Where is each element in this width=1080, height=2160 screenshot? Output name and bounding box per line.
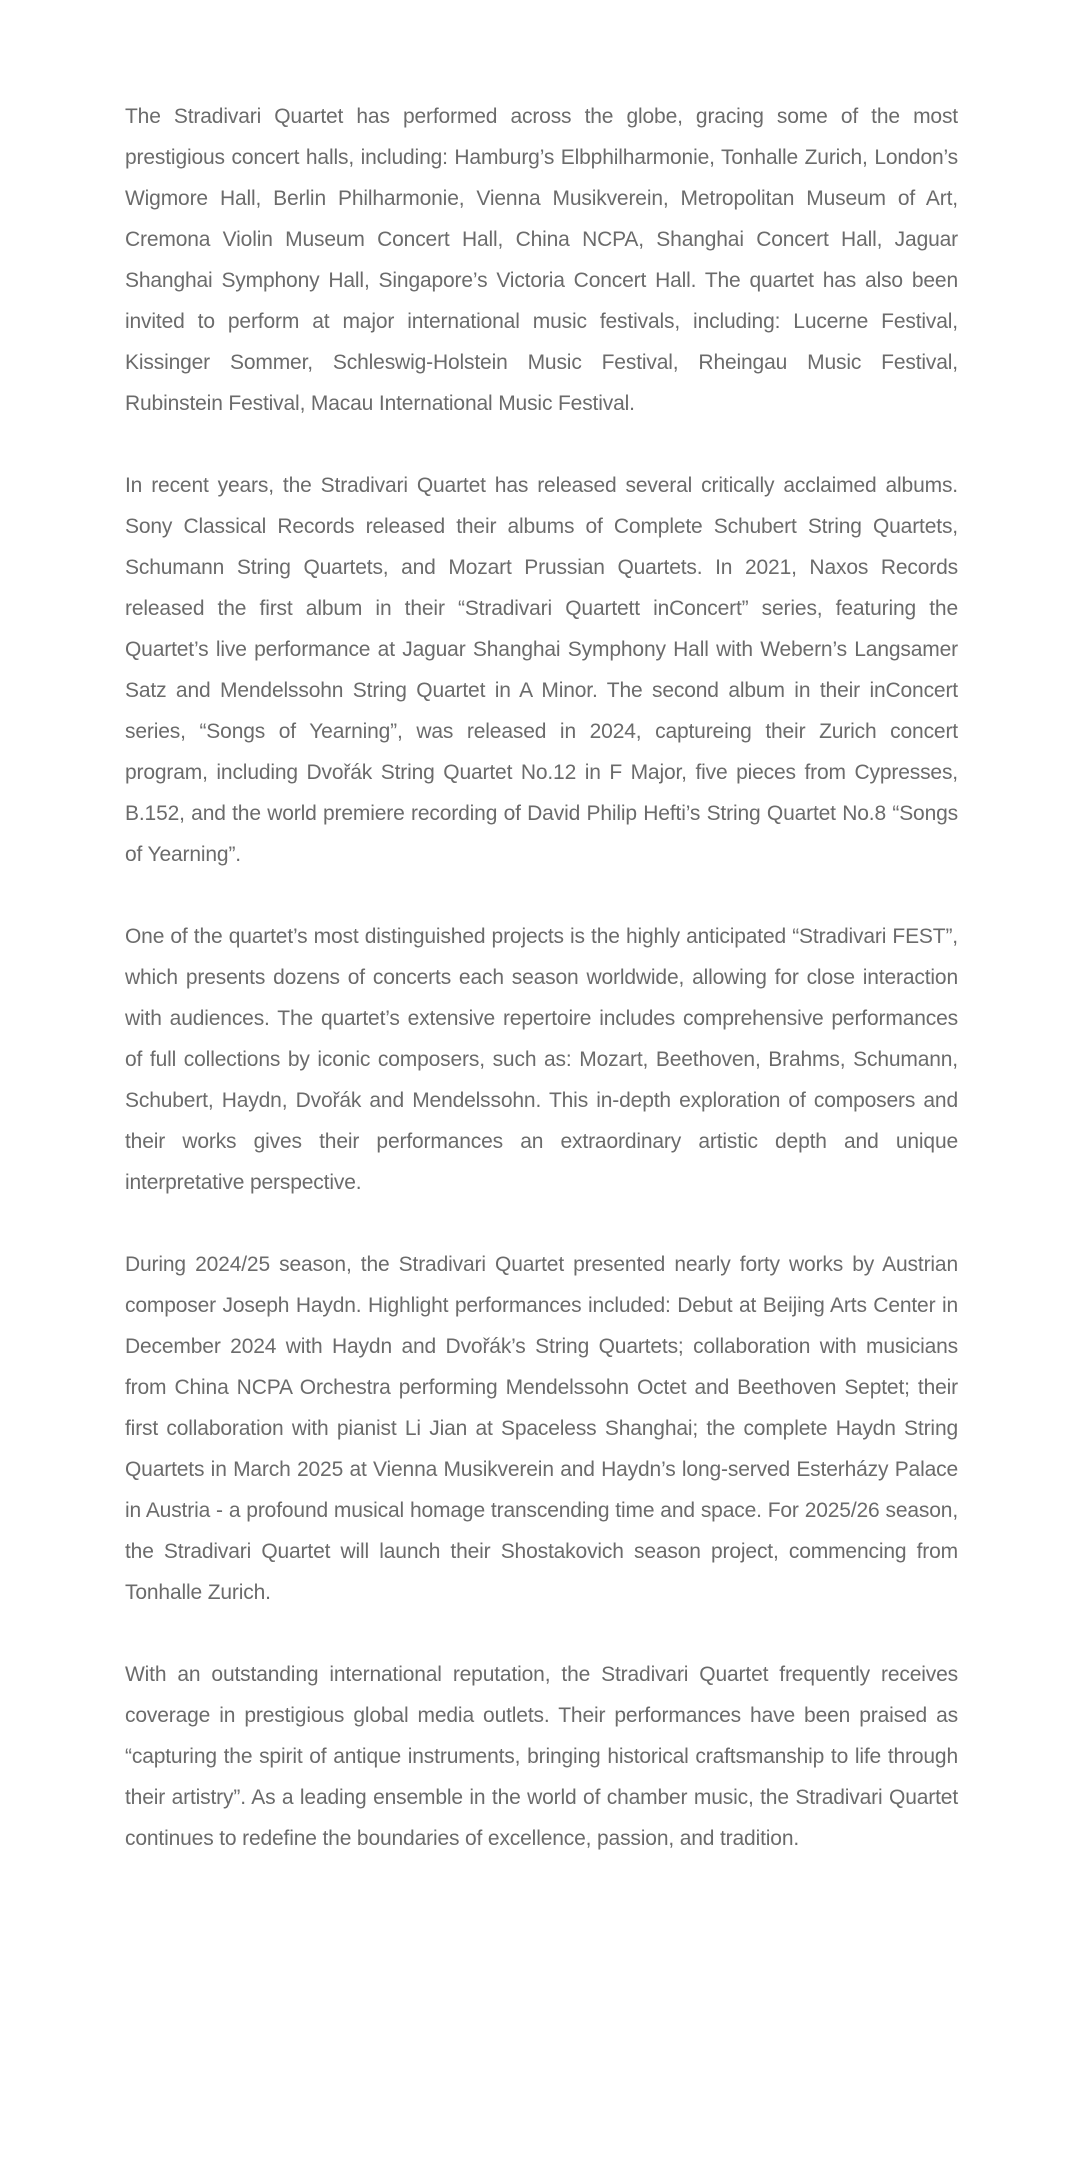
paragraph-reputation: With an outstanding international reputation, the Stradivari Quartet frequently receives coverage in prestigious global media outlets. Their performances have been praised as “capturing the spirit of antique instruments, bringing historical craftsmanship to life through their artistry”. As a leading ensemble in the world of chamber music, the Stradivari Quartet continues to redefine the boundaries of excellence, passion, and tradition. — [125, 1663, 958, 1850]
paragraph-season-2024-25: During 2024/25 season, the Stradivari Quartet presented nearly forty works by Austrian composer Joseph Haydn. Highlight performances included: Debut at Beijing Arts Center in December 2024 with Haydn and Dvořák’s String Quartets; collaboration with musicians from China NCPA Orchestra performing Mendelssohn Octet and Beethoven Septet; their first collaboration with pianist Li Jian at Spaceless Shanghai; the complete Haydn String Quartets in March 2025 at Vienna Musikverein and Haydn’s long-served Esterházy Palace in Austria - a profound musical homage transcending time and space. For 2025/26 season, the Stradivari Quartet will launch their Shostakovich season project, commencing from Tonhalle Zurich. — [125, 1253, 958, 1604]
paragraph-albums: In recent years, the Stradivari Quartet has released several critically acclaimed albums. Sony Classical Records released their albums of Complete Schubert String Quartets, Schumann String Quartets, and Mozart Prussian Quartets. In 2021, Naxos Records released the first album in their “Stradivari Quartett inConcert” series, featuring the Quartet’s live performance at Jaguar Shanghai Symphony Hall with Webern’s Langsamer Satz and Mendelssohn String Quartet in A Minor. The second album in their inConcert series, “Songs of Yearning”, was released in 2024, captureing their Zurich concert program, including Dvořák String Quartet No.12 in F Major, five pieces from Cypresses, B.152, and the world premiere recording of David Philip Hefti’s String Quartet No.8 “Songs of Yearning”. — [125, 474, 958, 866]
paragraph-stradivari-fest: One of the quartet’s most distinguished projects is the highly anticipated “Stradivari FEST”, which presents dozens of concerts each season worldwide, allowing for close interaction with audiences. The quartet’s extensive repertoire includes comprehensive performances of full collections by iconic composers, such as: Mozart, Beethoven, Brahms, Schumann, Schubert, Haydn, Dvořák and Mendelssohn. This in-depth exploration of composers and their works gives their performances an extraordinary artistic depth and unique interpretative perspective. — [125, 925, 958, 1194]
article-body — [125, 96, 958, 1900]
paragraph-performances: The Stradivari Quartet has performed across the globe, gracing some of the most prestigious concert halls, including: Hamburg’s Elbphilharmonie, Tonhalle Zurich, London’s Wigmore Hall, Berlin Philharmonie, Vienna Musikverein, Metropolitan Museum of Art, Cremona Violin Museum Concert Hall, China NCPA, Shanghai Concert Hall, Jaguar Shanghai Symphony Hall, Singapore’s Victoria Concert Hall. The quartet has also been invited to perform at major international music festivals, including: Lucerne Festival, Kissinger Sommer, Schleswig-Holstein Music Festival, Rheingau Music Festival, Rubinstein Festival, Macau International Music Festival. — [125, 105, 958, 415]
